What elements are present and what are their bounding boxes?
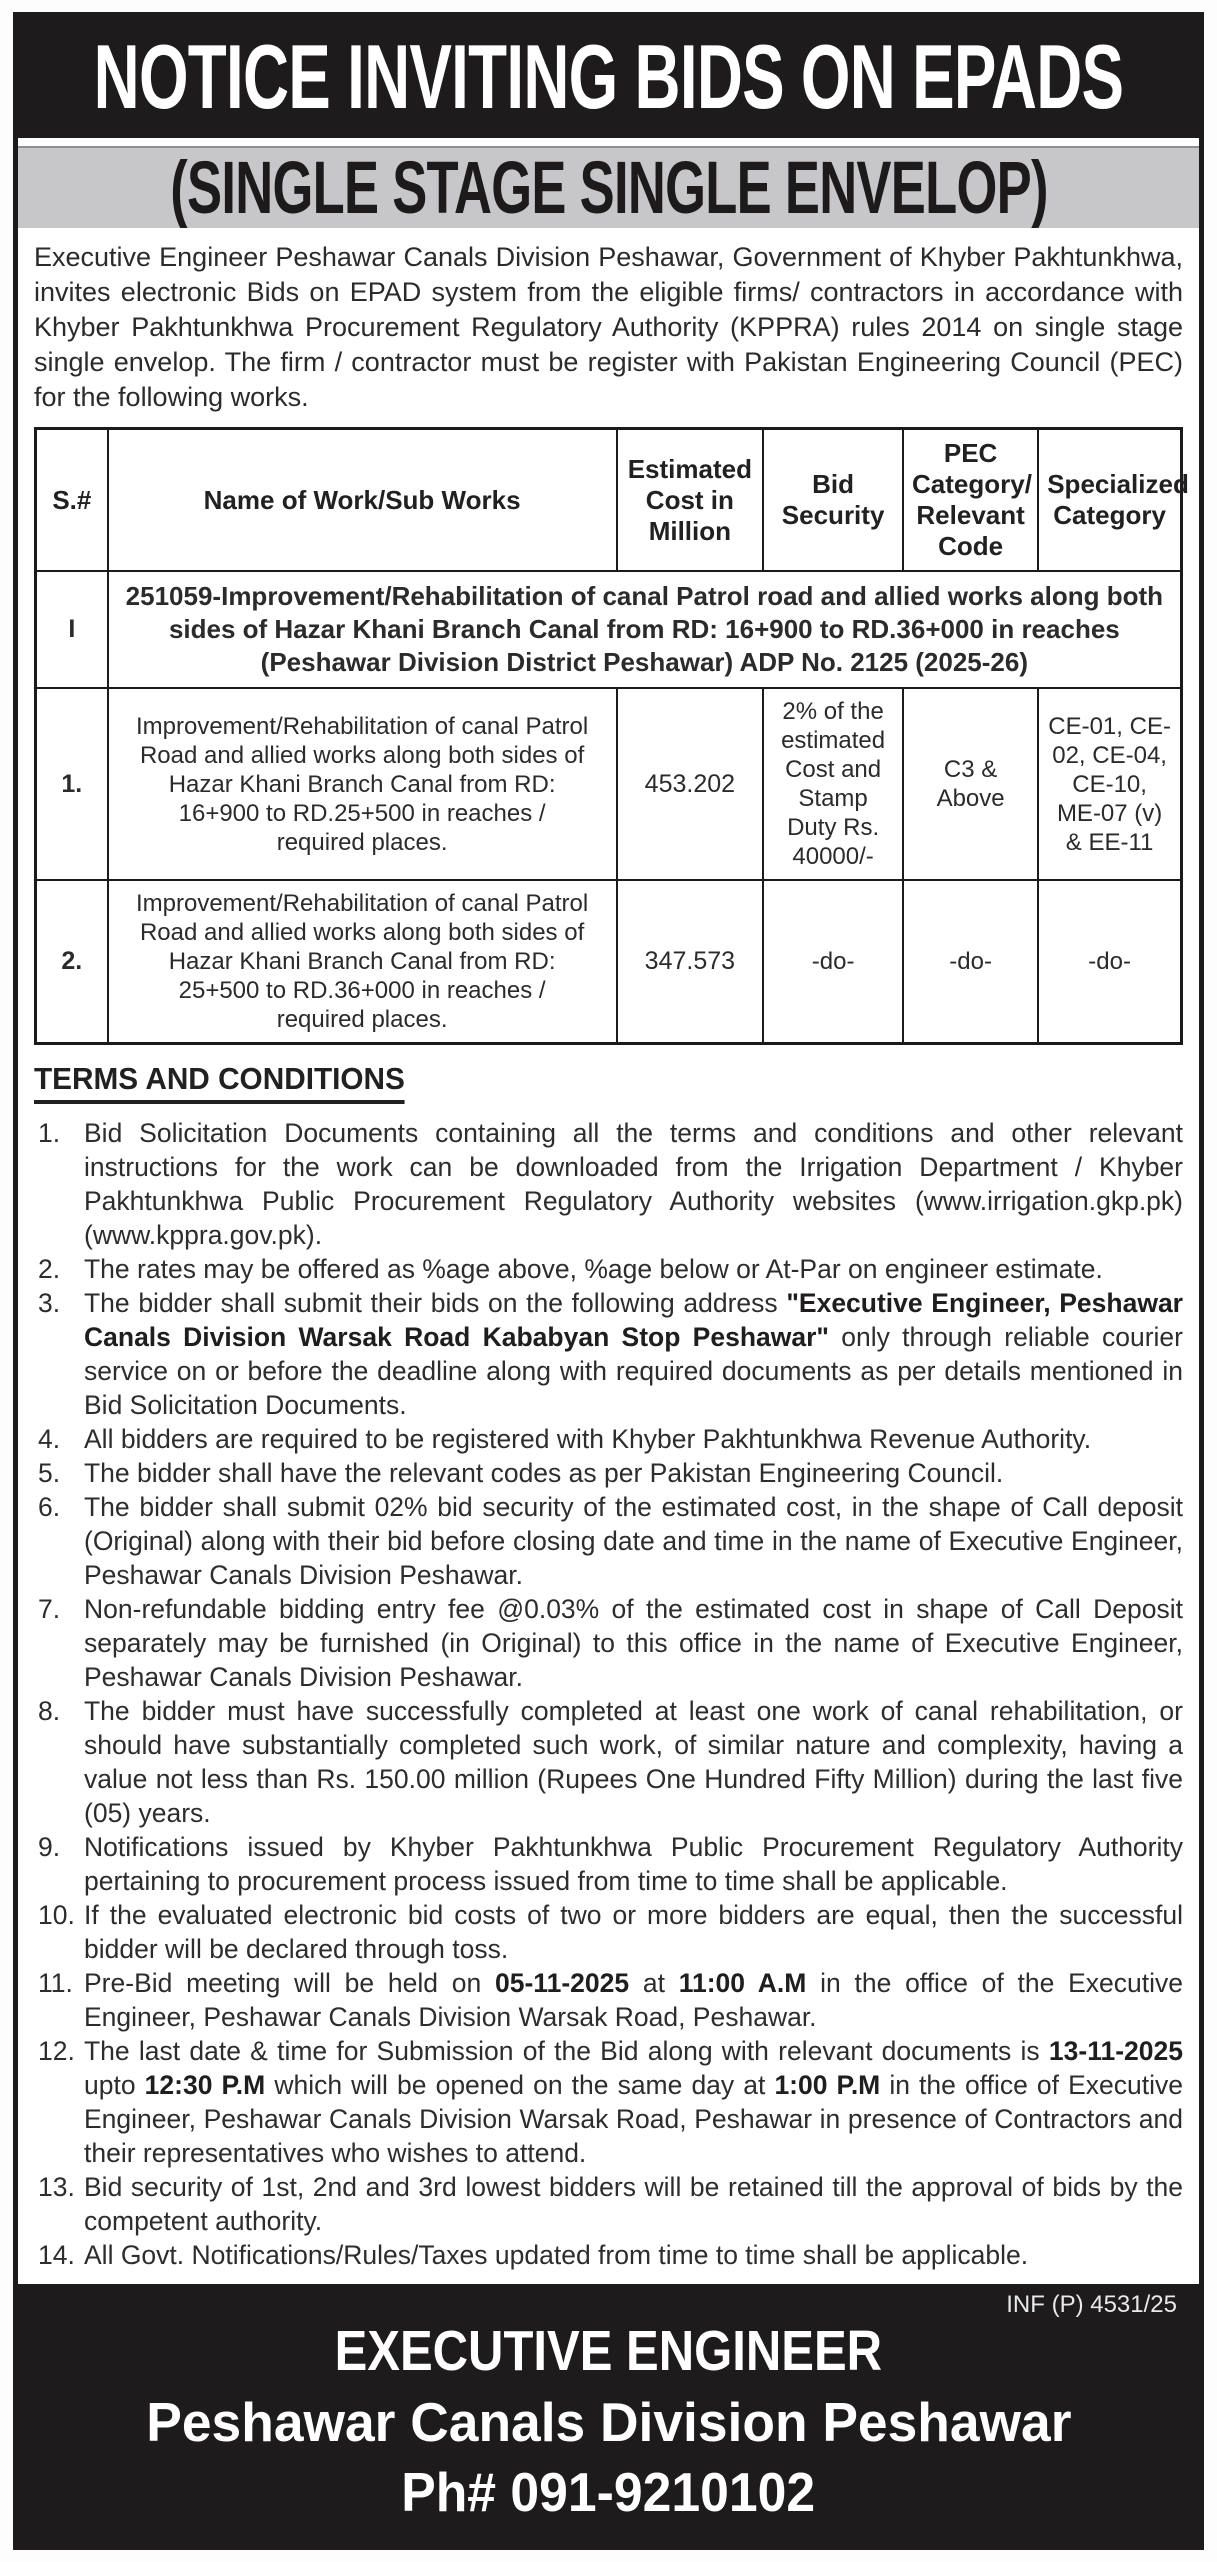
notice-title: NOTICE INVITING BIDS ON EPADS: [93, 27, 1124, 128]
term-number: 6.: [38, 1492, 61, 1522]
table-row: [36, 688, 1182, 880]
row-serial: 1.: [36, 688, 108, 880]
col-header-name: Name of Work/Sub Works: [108, 429, 617, 572]
term-number: 14.: [38, 2240, 75, 2270]
footer-phone-number-text: Ph# 091-9210102: [401, 2460, 816, 2522]
term-text: Non-refundable bidding entry fee @0.03% of the estimated cost in shape of Call Deposit separately may be furnished (in Original) to this office in the name of Executive Engineer, Peshawar Canals Division Peshawar.: [84, 1594, 1183, 1692]
footer-division-name-text: Peshawar Canals Division Peshawar: [145, 2390, 1072, 2452]
term-number: 3.: [38, 1288, 61, 1318]
col-header-specialized: Specialized Category: [1038, 429, 1181, 572]
term-number: 12.: [38, 2036, 75, 2066]
term-number: 9.: [38, 1832, 61, 1862]
term-number: 5.: [38, 1458, 61, 1488]
col-header-bid-security: Bid Security: [763, 429, 903, 572]
term-item: [34, 1422, 1183, 1456]
intro-paragraph: Executive Engineer Peshawar Canals Division Peshawar, Government of Khyber Pakhtunkhwa, invites electronic Bids on EPAD system from the eligible firms/ contractors in accordance with Khyber Pakhtunkhwa Procurement Regulatory Authority (KPPRA) rules 2014 on single stage single envelop. The firm / contractor must be register with Pakistan Engineering Council (PEC) for the following works.: [34, 242, 1183, 412]
term-number: 1.: [38, 1118, 61, 1148]
table-group-row: [36, 571, 1182, 688]
term-text: Notifications issued by Khyber Pakhtunkhwa Public Procurement Regulatory Authority pertaining to procurement process issued from time to time shall be applicable.: [84, 1832, 1183, 1896]
term-item: [34, 1966, 1183, 2034]
term-item: [34, 1830, 1183, 1898]
footer-office-title-text: EXECUTIVE ENGINEER: [334, 2320, 883, 2382]
row-cost: 453.202: [617, 688, 764, 880]
term-number: 4.: [38, 1424, 61, 1454]
footer-office-title: [40, 2320, 1177, 2382]
term-item: [34, 2034, 1183, 2170]
term-item: [34, 1592, 1183, 1694]
footer-phone-number: [40, 2452, 1177, 2522]
term-text: Pre-Bid meeting will be held on 05-11-2025 at 11:00 A.M in the office of the Executive Engineer, Peshawar Canals Division Warsak Road, Peshawar.: [84, 1968, 1184, 2032]
group-row-description: 251059-Improvement/Rehabilitation of canal Patrol road and allied works along both sides of Hazar Khani Branch Canal from RD: 16+900 to RD.36+000 in reaches (Peshawar Division District Peshawar) ADP No. 2125 (2025-26): [108, 571, 1182, 688]
footer-banner: [18, 2284, 1199, 2545]
term-text: The rates may be offered as %age above, %age below or At-Par on engineer estimate.: [84, 1254, 1103, 1284]
row-bid-security: 2% of the estimated Cost and Stamp Duty Rs. 40000/-: [763, 688, 903, 880]
subtitle-banner: [18, 146, 1199, 228]
term-item: [34, 1116, 1183, 1252]
term-number: 11.: [38, 1968, 73, 1998]
term-number: 2.: [38, 1254, 61, 1284]
row-work-name: Improvement/Rehabilitation of canal Patrol Road and allied works along both sides of Hazar Khani Branch Canal from RD: 25+500 to RD.36+000 in reaches / required places.: [108, 880, 617, 1044]
row-specialized-category: -do-: [1038, 880, 1181, 1044]
term-number: 7.: [38, 1594, 61, 1624]
row-work-name: Improvement/Rehabilitation of canal Patrol Road and allied works along both sides of Hazar Khani Branch Canal from RD: 16+900 to RD.25+500 in reaches / required places.: [108, 688, 617, 880]
term-item: [34, 1456, 1183, 1490]
works-table: [34, 427, 1189, 1045]
term-number: 10.: [38, 1900, 75, 1930]
row-serial: 2.: [36, 880, 108, 1044]
inf-reference-number: INF (P) 4531/25: [1006, 2291, 1177, 2318]
term-item: [34, 1694, 1183, 1830]
term-number: 13.: [38, 2172, 75, 2202]
term-text: The bidder shall have the relevant codes as per Pakistan Engineering Council.: [84, 1458, 1004, 1488]
header-banner: [18, 17, 1199, 138]
col-header-cost: Estimated Cost in Million: [617, 429, 764, 572]
col-header-sn: S.#: [36, 429, 108, 572]
term-item: [34, 1286, 1183, 1422]
term-text: All bidders are required to be registered with Khyber Pakhtunkhwa Revenue Authority.: [84, 1424, 1092, 1454]
term-text: The bidder shall submit 02% bid security of the estimated cost, in the shape of Call deposit (Original) along with their bid before closing date and time in the name of Executive Engineer, Peshawar Canals Division Peshawar.: [84, 1492, 1183, 1590]
terms-heading: TERMS AND CONDITIONS: [34, 1061, 405, 1104]
term-item: [34, 1252, 1183, 1286]
row-pec-category: C3 & Above: [903, 688, 1038, 880]
terms-list: [34, 1116, 1183, 2272]
footer-division-name: [40, 2382, 1177, 2452]
term-item: [34, 2238, 1183, 2272]
term-text: All Govt. Notifications/Rules/Taxes updated from time to time shall be applicable.: [84, 2240, 1029, 2270]
term-text: If the evaluated electronic bid costs of two or more bidders are equal, then the successful bidder will be declared through toss.: [84, 1900, 1183, 1964]
notice-subtitle: (SINGLE STAGE SINGLE ENVELOP): [169, 146, 1048, 228]
term-text: The last date & time for Submission of the Bid along with relevant documents is 13-11-2025 upto 12:30 P.M which will be opened on the same day at 1:00 P.M in the office of Executive Engineer, Peshawar Canals Division Warsak Road, Peshawar in presence of Contractors and their representatives who wishes to attend.: [84, 2036, 1183, 2168]
term-item: [34, 1490, 1183, 1592]
document-body: [18, 228, 1199, 2284]
document-frame: [13, 12, 1204, 2550]
term-number: 8.: [38, 1696, 61, 1726]
term-text: Bid security of 1st, 2nd and 3rd lowest bidders will be retained till the approval of bids by the competent authority.: [84, 2172, 1183, 2236]
term-text: The bidder shall submit their bids on the following address "Executive Engineer, Peshawar Canals Division Warsak Road Kababyan Stop Peshawar" only through reliable courier service on or before the deadline along with required documents as per details mentioned in Bid Solicitation Documents.: [84, 1288, 1183, 1420]
term-item: [34, 1898, 1183, 1966]
table-row: [36, 880, 1182, 1044]
row-specialized-category: CE-01, CE-02, CE-04, CE-10, ME-07 (v) & EE-11: [1038, 688, 1181, 880]
col-header-pec: PEC Category/ Relevant Code: [903, 429, 1038, 572]
row-pec-category: -do-: [903, 880, 1038, 1044]
row-bid-security: -do-: [763, 880, 903, 1044]
row-cost: 347.573: [617, 880, 764, 1044]
table-header-row: [36, 429, 1182, 572]
group-row-serial: I: [36, 571, 108, 688]
term-text: The bidder must have successfully completed at least one work of canal rehabilitation, or should have substantially completed such work, of similar nature and complexity, having a value not less than Rs. 150.00 million (Rupees One Hundred Fifty Million) during the last five (05) years.: [84, 1696, 1183, 1828]
term-item: [34, 2170, 1183, 2238]
term-text: Bid Solicitation Documents containing all the terms and conditions and other relevant instructions for the work can be downloaded from the Irrigation Department / Khyber Pakhtunkhwa Public Procurement Regulatory Authority websites (www.irrigation.gkp.pk) (www.kppra.gov.pk).: [84, 1118, 1183, 1250]
